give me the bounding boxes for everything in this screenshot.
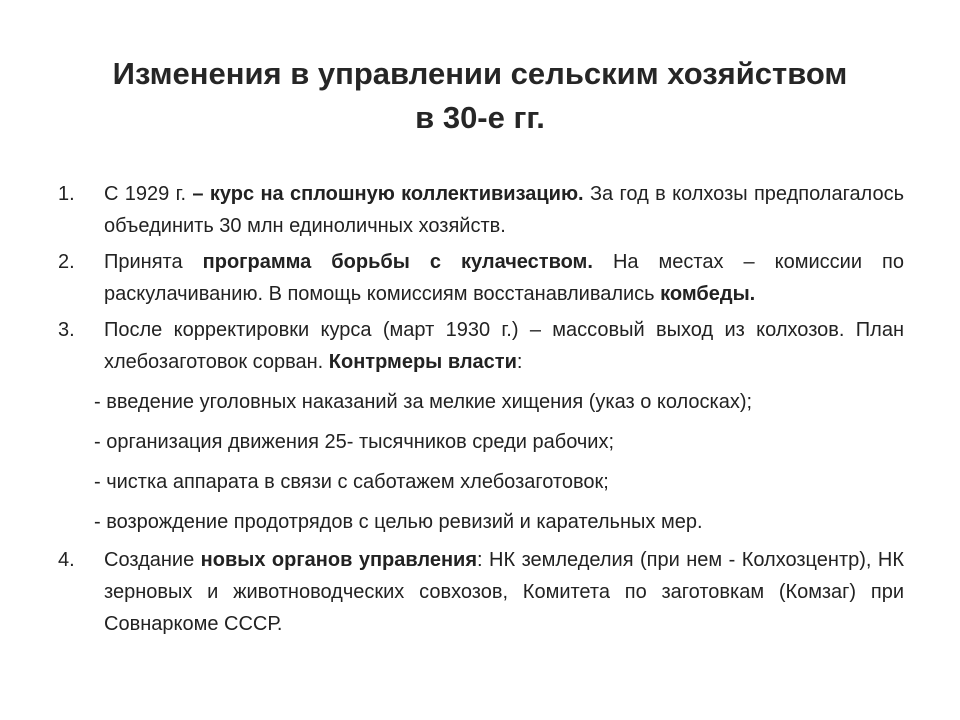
item-text: После корректировки курса (март 1930 г.) – массовый выход из колхозов. План хлебозаготовок сорван.	[104, 319, 904, 373]
item-text: Создание	[104, 549, 201, 571]
item-text: За год в колхозы предполагалось объединить 30 млн единоличных хозяйств.	[104, 183, 904, 237]
item-bold-text: программа борьбы с кулачеством.	[202, 251, 593, 273]
item-text: Принята	[104, 251, 203, 273]
item-text: На местах – комиссии по раскулачиванию. В помощь комиссиям восстанавливались	[104, 251, 904, 305]
item-bold-text: – курс на сплошную коллективизацию.	[192, 183, 584, 205]
item-bold-text: Контрмеры власти	[328, 351, 517, 373]
item-text: :	[516, 351, 523, 373]
title-line-2: в 30-е гг.	[415, 100, 545, 135]
list-item-2	[58, 246, 904, 310]
title-line-1: Изменения в управлении сельским хозяйством	[112, 56, 848, 91]
list-item-3	[58, 314, 904, 378]
list-number: 4.	[58, 549, 75, 571]
slide-content	[58, 178, 904, 640]
measure-item: - чистка аппарата в связи с саботажем хлебозаготовок;	[94, 471, 609, 493]
item-bold-text: комбеды.	[660, 283, 756, 305]
list-number: 3.	[58, 319, 75, 341]
measure-item: - введение уголовных наказаний за мелкие хищения (указ о колосках);	[94, 391, 753, 413]
list-item-4	[58, 544, 904, 640]
item-bold-text: новых органов управления	[200, 549, 478, 571]
list-item-1	[58, 178, 904, 242]
item-text: : НК земледелия (при нем - Колхозцентр), НК зерновых и животноводческих совхозов, Комитета по заготовкам (Комзаг) при Совнаркоме СССР.	[104, 549, 904, 635]
item-text: С 1929 г.	[104, 183, 193, 205]
measure-item: - организация движения 25- тысячников среди рабочих;	[94, 431, 615, 453]
slide-title	[40, 52, 920, 140]
list-number: 1.	[58, 183, 75, 205]
list-number: 2.	[58, 251, 75, 273]
measure-item: - возрождение продотрядов с целью ревизий и карательных мер.	[94, 511, 703, 533]
